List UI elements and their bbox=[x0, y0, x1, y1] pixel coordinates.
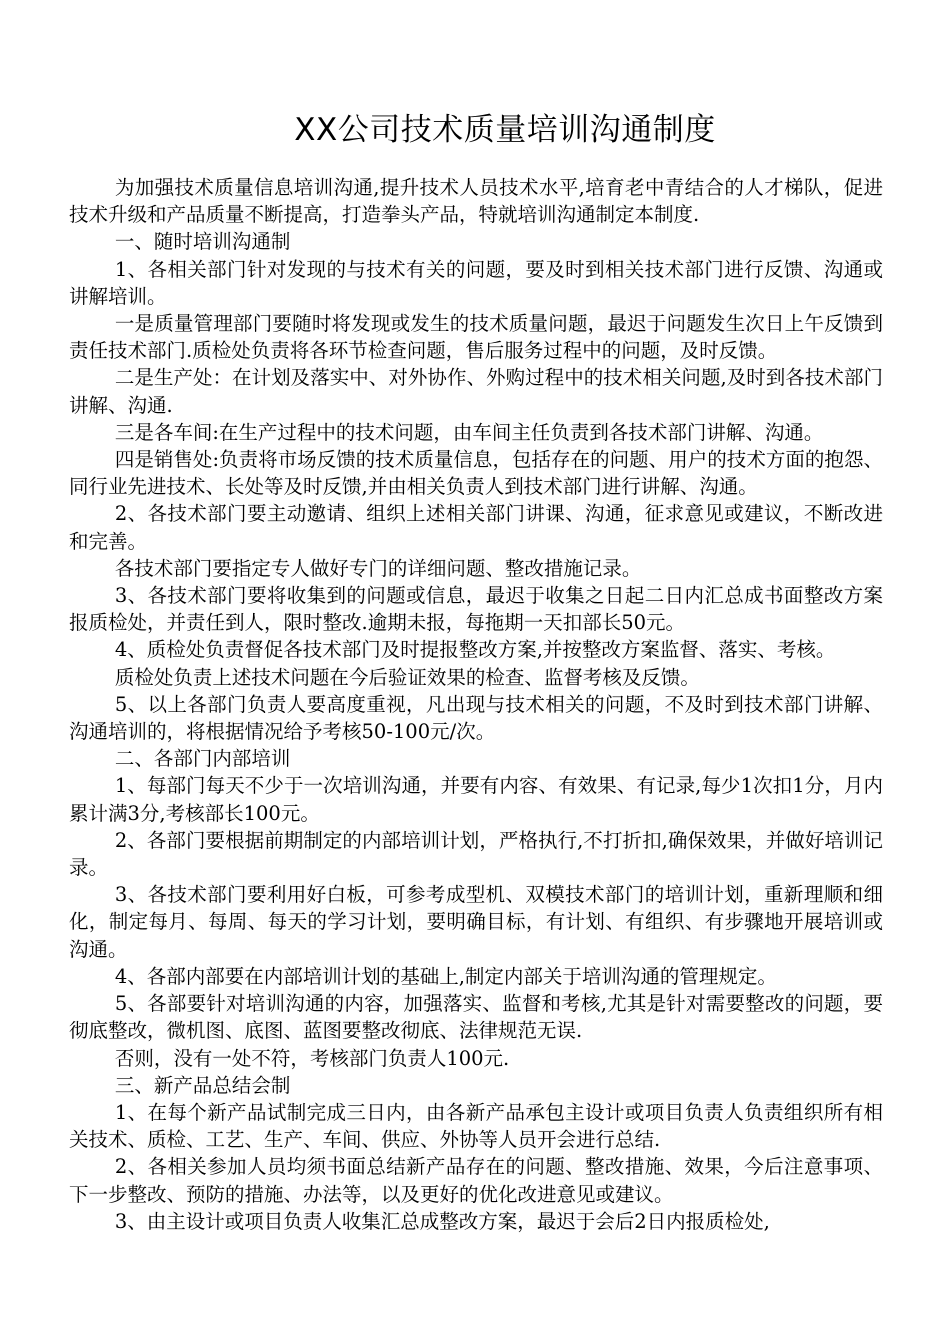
section-heading: 二、各部门内部培训 bbox=[114, 747, 291, 771]
paragraph: 三是各车间:在生产过程中的技术问题，由车间主任负责到各技术部门讲解、沟通。 bbox=[114, 420, 824, 444]
paragraph: 2、各技术部门要主动邀请、组织上述相关部门讲课、沟通，征求意见或建议，不断改进和完善。 bbox=[69, 502, 883, 553]
section-heading: 三、新产品总结会制 bbox=[114, 1073, 291, 1097]
document-body bbox=[69, 174, 883, 1235]
paragraph: 3、由主设计或项目负责人收集汇总成整改方案，最迟于会后2日内报质检处, bbox=[114, 1209, 770, 1233]
paragraph: 3、各技术部门要将收集到的问题或信息，最迟于收集之日起二日内汇总成书面整改方案报质检处，并责任到人，限时整改.逾期未报，每拖期一天扣部长50元。 bbox=[69, 584, 883, 635]
paragraph: 二是生产处：在计划及落实中、对外协作、外购过程中的技术相关问题,及时到各技术部门讲解、沟通. bbox=[69, 366, 883, 417]
paragraph: 否则，没有一处不符，考核部门负责人100元. bbox=[114, 1046, 510, 1070]
section-heading: 一、随时培训沟通制 bbox=[114, 230, 291, 254]
paragraph: 质检处负责上述技术问题在今后验证效果的检查、监督考核及反馈。 bbox=[114, 665, 700, 689]
paragraph: 3、各技术部门要利用好白板，可参考成型机、双模技术部门的培训计划，重新理顺和细化，制定每月、每周、每天的学习计划，要明确目标，有计划、有组织、有步骤地开展培训或沟通。 bbox=[69, 883, 883, 961]
paragraph: 为加强技术质量信息培训沟通,提升技术人员技术水平,培育老中青结合的人才梯队，促进技术升级和产品质量不断提高，打造拳头产品，特就培训沟通制定本制度. bbox=[69, 176, 883, 227]
paragraph: 1、各相关部门针对发现的与技术有关的问题，要及时到相关技术部门进行反馈、沟通或讲解培训。 bbox=[69, 257, 883, 308]
paragraph: 一是质量管理部门要随时将发现或发生的技术质量问题，最迟于问题发生次日上午反馈到责任技术部门.质检处负责将各环节检查问题，售后服务过程中的问题，及时反馈。 bbox=[69, 312, 883, 363]
paragraph: 5、各部要针对培训沟通的内容，加强落实、监督和考核,尤其是针对需要整改的问题，要彻底整改，微机图、底图、蓝图要整改彻底、法律规范无误. bbox=[69, 992, 883, 1043]
paragraph: 1、在每个新产品试制完成三日内，由各新产品承包主设计或项目负责人负责组织所有相关技术、质检、工艺、生产、车间、供应、外协等人员开会进行总结. bbox=[69, 1100, 883, 1152]
paragraph: 4、质检处负责督促各技术部门及时提报整改方案,并按整改方案监督、落实、考核。 bbox=[114, 638, 836, 662]
paragraph: 1、每部门每天不少于一次培训沟通，并要有内容、有效果、有记录,每少1次扣1分，月内累计满3分,考核部长100元。 bbox=[69, 774, 883, 825]
paragraph: 2、各部门要根据前期制定的内部培训计划，严格执行,不打折扣,确保效果，并做好培训记录。 bbox=[69, 828, 883, 880]
document-title: XX公司技术质量培训沟通制度 bbox=[294, 112, 716, 148]
paragraph: 各技术部门要指定专人做好专门的详细问题、整改措施记录。 bbox=[114, 556, 642, 580]
paragraph: 2、各相关参加人员均须书面总结新产品存在的问题、整改措施、效果，今后注意事项、下一步整改、预防的措施、办法等，以及更好的优化改进意见或建议。 bbox=[69, 1155, 883, 1206]
paragraph: 4、各部内部要在内部培训计划的基础上,制定内部关于培训沟通的管理规定。 bbox=[114, 964, 777, 988]
paragraph: 四是销售处:负责将市场反馈的技术质量信息，包括存在的问题、用户的技术方面的抱怨、同行业先进技术、长处等及时反馈,并由相关负责人到技术部门进行讲解、沟通。 bbox=[69, 448, 883, 499]
paragraph: 5、以上各部门负责人要高度重视，凡出现与技术相关的问题，不及时到技术部门讲解、沟通培训的，将根据情况给予考核50-100元/次。 bbox=[69, 692, 883, 744]
